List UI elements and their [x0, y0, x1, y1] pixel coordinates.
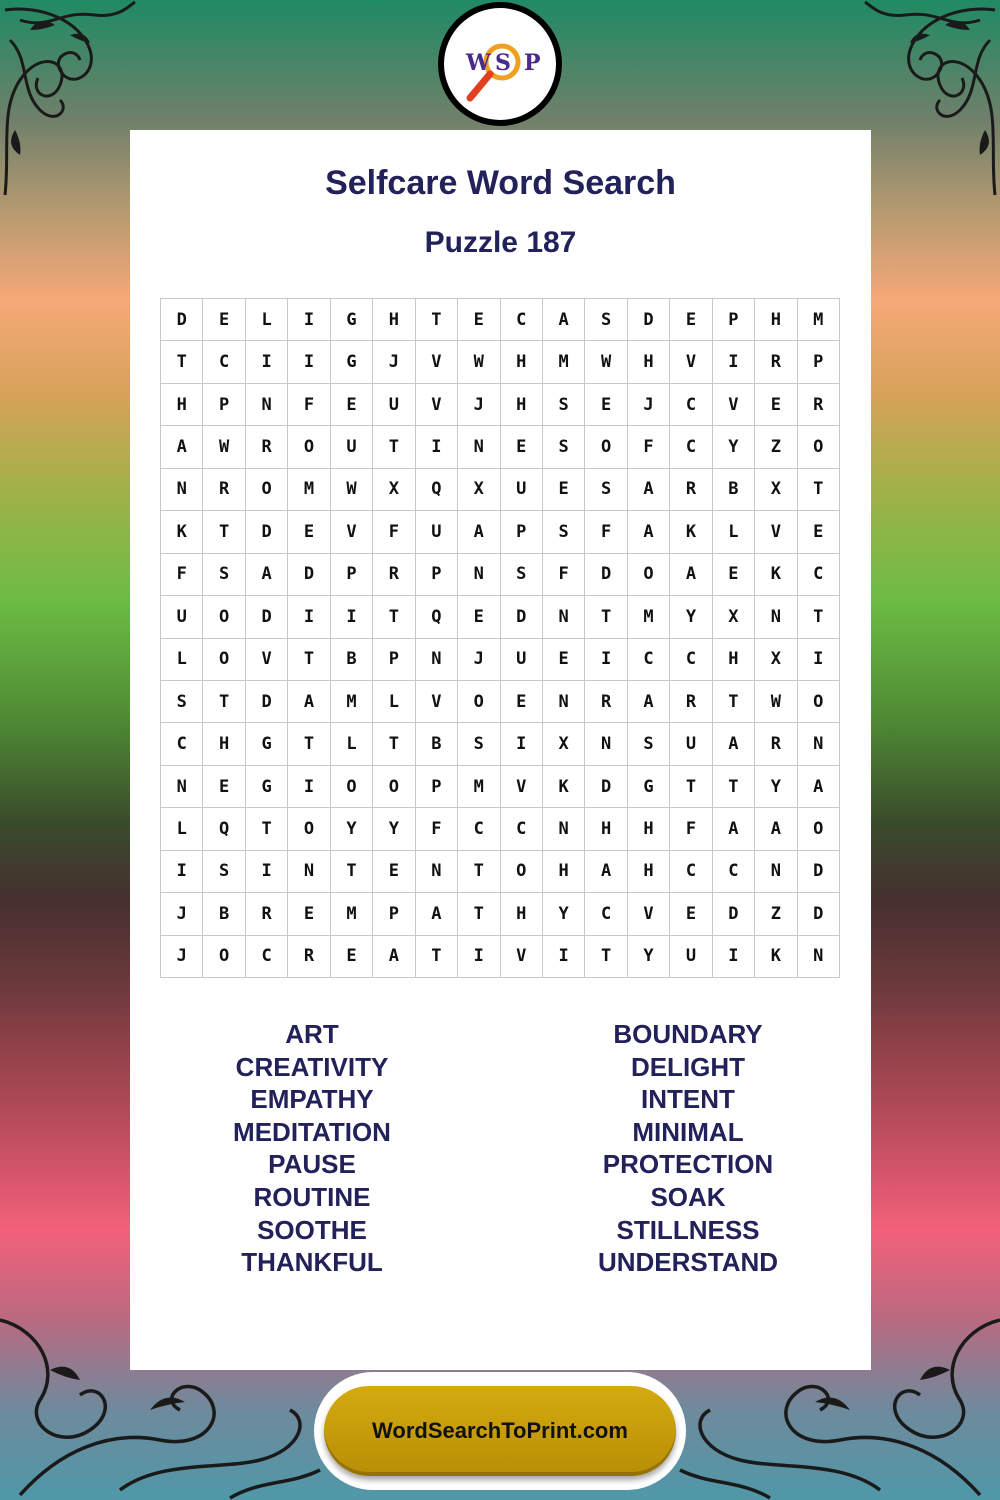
word-list-item: THANKFUL — [241, 1247, 383, 1278]
grid-cell: M — [628, 596, 670, 638]
grid-cell: H — [585, 808, 627, 850]
grid-cell: D — [585, 554, 627, 596]
grid-cell: A — [585, 851, 627, 893]
grid-cell: O — [458, 681, 500, 723]
grid-cell: P — [331, 554, 373, 596]
grid-cell: A — [628, 469, 670, 511]
grid-cell: N — [458, 426, 500, 468]
grid-cell: H — [501, 341, 543, 383]
grid-cell: C — [628, 639, 670, 681]
grid-cell: B — [416, 723, 458, 765]
grid-cell: H — [501, 893, 543, 935]
wsp-logo — [438, 2, 562, 126]
site-button[interactable] — [324, 1386, 676, 1476]
grid-cell: G — [628, 766, 670, 808]
grid-cell: M — [798, 299, 840, 341]
grid-cell: A — [628, 511, 670, 553]
grid-cell: O — [203, 936, 245, 978]
grid-cell: T — [585, 596, 627, 638]
grid-cell: O — [373, 766, 415, 808]
grid-cell: A — [628, 681, 670, 723]
grid-cell: M — [543, 341, 585, 383]
grid-cell: C — [203, 341, 245, 383]
word-list-item: MINIMAL — [632, 1116, 744, 1147]
grid-cell: X — [543, 723, 585, 765]
grid-cell: S — [628, 723, 670, 765]
grid-cell: T — [458, 893, 500, 935]
grid-cell: U — [373, 384, 415, 426]
site-badge — [314, 1372, 686, 1490]
grid-cell: C — [670, 851, 712, 893]
grid-cell: J — [458, 639, 500, 681]
corner-ornament-icon — [860, 0, 1000, 200]
logo-letter-w: W — [466, 50, 491, 76]
grid-cell: Y — [755, 766, 797, 808]
grid-cell: S — [543, 426, 585, 468]
grid-cell: C — [670, 384, 712, 426]
grid-cell: O — [246, 469, 288, 511]
grid-cell: J — [161, 893, 203, 935]
grid-cell: J — [161, 936, 203, 978]
grid-cell: V — [628, 893, 670, 935]
grid-cell: R — [798, 384, 840, 426]
grid-cell: C — [798, 554, 840, 596]
grid-cell: F — [543, 554, 585, 596]
grid-cell: V — [416, 384, 458, 426]
grid-cell: N — [798, 723, 840, 765]
grid-cell: A — [755, 808, 797, 850]
grid-cell: Q — [203, 808, 245, 850]
grid-cell: N — [543, 808, 585, 850]
grid-cell: C — [670, 639, 712, 681]
grid-cell: U — [670, 936, 712, 978]
grid-cell: O — [331, 766, 373, 808]
grid-cell: S — [161, 681, 203, 723]
grid-cell: E — [501, 426, 543, 468]
grid-cell: H — [628, 808, 670, 850]
word-list-item: SOAK — [650, 1181, 726, 1212]
grid-cell: I — [501, 723, 543, 765]
grid-cell: D — [246, 596, 288, 638]
grid-cell: Y — [331, 808, 373, 850]
grid-cell: D — [288, 554, 330, 596]
grid-cell: T — [246, 808, 288, 850]
grid-cell: W — [331, 469, 373, 511]
grid-cell: S — [543, 511, 585, 553]
grid-cell: V — [670, 341, 712, 383]
grid-cell: T — [416, 299, 458, 341]
grid-cell: J — [628, 384, 670, 426]
grid-cell: O — [628, 554, 670, 596]
grid-cell: H — [373, 299, 415, 341]
grid-cell: Y — [373, 808, 415, 850]
grid-cell: E — [755, 384, 797, 426]
word-list-item: EMPATHY — [250, 1084, 374, 1115]
grid-cell: V — [713, 384, 755, 426]
grid-cell: T — [288, 723, 330, 765]
puzzle-sheet — [130, 130, 871, 1370]
grid-cell: E — [288, 893, 330, 935]
grid-cell: D — [246, 511, 288, 553]
grid-cell: N — [458, 554, 500, 596]
grid-cell: N — [755, 851, 797, 893]
grid-cell: O — [798, 808, 840, 850]
grid-cell: R — [755, 723, 797, 765]
grid-cell: O — [798, 426, 840, 468]
grid-cell: F — [416, 808, 458, 850]
grid-cell: U — [670, 723, 712, 765]
grid-cell: V — [416, 341, 458, 383]
grid-cell: H — [161, 384, 203, 426]
grid-cell: M — [331, 893, 373, 935]
grid-cell: Y — [628, 936, 670, 978]
grid-cell: X — [713, 596, 755, 638]
word-list-item: ART — [285, 1019, 339, 1049]
word-list-item: UNDERSTAND — [597, 1247, 779, 1278]
grid-cell: X — [755, 639, 797, 681]
grid-cell: A — [161, 426, 203, 468]
grid-cell: N — [543, 596, 585, 638]
grid-cell: Q — [416, 596, 458, 638]
grid-cell: T — [373, 723, 415, 765]
grid-cell: X — [755, 469, 797, 511]
word-list-item: BOUNDARY — [613, 1019, 763, 1049]
grid-cell: F — [670, 808, 712, 850]
grid-cell: Z — [755, 426, 797, 468]
grid-cell: P — [798, 341, 840, 383]
grid-cell: S — [585, 469, 627, 511]
grid-cell: O — [288, 808, 330, 850]
grid-cell: U — [501, 469, 543, 511]
word-list-right — [538, 1018, 838, 1279]
grid-cell: T — [373, 426, 415, 468]
grid-cell: E — [670, 893, 712, 935]
grid-cell: W — [203, 426, 245, 468]
grid-cell: C — [670, 426, 712, 468]
grid-cell: T — [713, 766, 755, 808]
magnifier-logo-icon — [444, 8, 556, 120]
grid-cell: E — [331, 936, 373, 978]
grid-cell: A — [458, 511, 500, 553]
word-list-item: INTENT — [641, 1084, 735, 1115]
grid-cell: E — [713, 554, 755, 596]
grid-cell: K — [755, 554, 797, 596]
grid-cell: O — [501, 851, 543, 893]
puzzle-number: Puzzle 187 — [424, 226, 577, 259]
grid-cell: F — [585, 511, 627, 553]
grid-cell: I — [246, 341, 288, 383]
grid-cell: U — [416, 511, 458, 553]
grid-cell: H — [203, 723, 245, 765]
grid-cell: N — [416, 639, 458, 681]
word-list-item: CREATIVITY — [235, 1051, 389, 1082]
grid-cell: U — [331, 426, 373, 468]
grid-cell: N — [755, 596, 797, 638]
grid-cell: R — [585, 681, 627, 723]
word-list-item: STILLNESS — [616, 1214, 760, 1245]
grid-cell: W — [585, 341, 627, 383]
grid-cell: N — [543, 681, 585, 723]
grid-cell: R — [288, 936, 330, 978]
grid-cell: S — [458, 723, 500, 765]
grid-cell: E — [501, 681, 543, 723]
grid-cell: C — [585, 893, 627, 935]
grid-cell: T — [585, 936, 627, 978]
grid-cell: L — [373, 681, 415, 723]
grid-cell: R — [203, 469, 245, 511]
word-list-left — [162, 1018, 462, 1279]
grid-cell: H — [501, 384, 543, 426]
grid-cell: T — [288, 639, 330, 681]
grid-cell: Y — [713, 426, 755, 468]
grid-cell: P — [416, 554, 458, 596]
grid-cell: R — [670, 681, 712, 723]
word-list-item: DELIGHT — [630, 1051, 746, 1082]
site-url: WordSearchToPrint.com — [372, 1418, 628, 1443]
grid-cell: O — [288, 426, 330, 468]
grid-cell: T — [458, 851, 500, 893]
grid-cell: H — [713, 639, 755, 681]
grid-cell: T — [161, 341, 203, 383]
grid-cell: D — [161, 299, 203, 341]
grid-cell: M — [288, 469, 330, 511]
grid-cell: T — [373, 596, 415, 638]
grid-cell: Z — [755, 893, 797, 935]
grid-cell: B — [331, 639, 373, 681]
grid-cell: R — [246, 893, 288, 935]
grid-cell: E — [331, 384, 373, 426]
grid-cell: F — [628, 426, 670, 468]
grid-cell: I — [585, 639, 627, 681]
grid-cell: U — [161, 596, 203, 638]
grid-cell: I — [713, 341, 755, 383]
grid-cell: R — [373, 554, 415, 596]
word-list-item: ROUTINE — [253, 1181, 371, 1212]
grid-cell: L — [246, 299, 288, 341]
grid-cell: M — [458, 766, 500, 808]
grid-cell: V — [331, 511, 373, 553]
grid-cell: D — [798, 893, 840, 935]
grid-cell: P — [713, 299, 755, 341]
grid-cell: C — [246, 936, 288, 978]
grid-cell: A — [798, 766, 840, 808]
grid-cell: R — [755, 341, 797, 383]
grid-cell: W — [458, 341, 500, 383]
grid-cell: T — [331, 851, 373, 893]
grid-cell: G — [246, 723, 288, 765]
grid-cell: E — [543, 639, 585, 681]
grid-cell: P — [373, 639, 415, 681]
grid-cell: E — [288, 511, 330, 553]
grid-cell: E — [543, 469, 585, 511]
grid-cell: G — [246, 766, 288, 808]
grid-cell: V — [246, 639, 288, 681]
word-list-item: MEDITATION — [233, 1116, 391, 1147]
grid-cell: K — [543, 766, 585, 808]
grid-cell: I — [288, 299, 330, 341]
grid-cell: K — [755, 936, 797, 978]
grid-cell: B — [203, 893, 245, 935]
grid-cell: H — [755, 299, 797, 341]
grid-cell: A — [670, 554, 712, 596]
grid-cell: I — [416, 426, 458, 468]
grid-cell: W — [755, 681, 797, 723]
grid-cell: O — [585, 426, 627, 468]
grid-cell: Y — [670, 596, 712, 638]
grid-cell: I — [288, 766, 330, 808]
grid-cell: X — [373, 469, 415, 511]
grid-cell: L — [713, 511, 755, 553]
grid-cell: I — [713, 936, 755, 978]
grid-cell: I — [288, 596, 330, 638]
grid-cell: M — [331, 681, 373, 723]
grid-cell: I — [331, 596, 373, 638]
grid-cell: I — [246, 851, 288, 893]
grid-cell: D — [585, 766, 627, 808]
logo-letter-p: P — [524, 50, 541, 76]
grid-cell: D — [628, 299, 670, 341]
word-list-item: PAUSE — [268, 1149, 356, 1180]
grid-cell: T — [203, 511, 245, 553]
grid-cell: A — [543, 299, 585, 341]
grid-cell: L — [161, 639, 203, 681]
grid-cell: J — [458, 384, 500, 426]
grid-cell: E — [670, 299, 712, 341]
grid-cell: D — [501, 596, 543, 638]
corner-ornament-icon — [0, 0, 140, 200]
grid-cell: F — [161, 554, 203, 596]
grid-cell: V — [501, 766, 543, 808]
grid-cell: E — [798, 511, 840, 553]
grid-cell: V — [416, 681, 458, 723]
grid-cell: G — [331, 341, 373, 383]
grid-cell: C — [458, 808, 500, 850]
grid-cell: R — [670, 469, 712, 511]
grid-cell: H — [628, 851, 670, 893]
grid-cell: E — [458, 299, 500, 341]
grid-cell: D — [798, 851, 840, 893]
grid-cell: P — [501, 511, 543, 553]
grid-cell: B — [713, 469, 755, 511]
word-list-item: PROTECTION — [602, 1149, 774, 1180]
grid-cell: O — [203, 596, 245, 638]
grid-cell: O — [203, 639, 245, 681]
grid-cell: K — [670, 511, 712, 553]
grid-cell: E — [373, 851, 415, 893]
grid-cell: I — [543, 936, 585, 978]
grid-cell: N — [798, 936, 840, 978]
grid-cell: C — [501, 299, 543, 341]
grid-cell: H — [543, 851, 585, 893]
grid-cell: J — [373, 341, 415, 383]
grid-cell: E — [203, 766, 245, 808]
grid-cell: P — [373, 893, 415, 935]
grid-cell: H — [628, 341, 670, 383]
grid-cell: P — [203, 384, 245, 426]
grid-cell: A — [246, 554, 288, 596]
grid-cell: T — [798, 469, 840, 511]
page-title: Selfcare Word Search — [325, 164, 676, 202]
grid-cell: E — [585, 384, 627, 426]
grid-cell: T — [203, 681, 245, 723]
grid-cell: P — [416, 766, 458, 808]
grid-cell: Q — [416, 469, 458, 511]
grid-cell: C — [161, 723, 203, 765]
grid-cell: S — [203, 554, 245, 596]
grid-cell: C — [501, 808, 543, 850]
grid-cell: F — [373, 511, 415, 553]
grid-cell: G — [331, 299, 373, 341]
grid-cell: U — [501, 639, 543, 681]
grid-cell: E — [458, 596, 500, 638]
grid-cell: L — [331, 723, 373, 765]
grid-cell: A — [713, 723, 755, 765]
grid-cell: N — [161, 766, 203, 808]
grid-cell: S — [203, 851, 245, 893]
grid-cell: V — [755, 511, 797, 553]
grid-cell: K — [161, 511, 203, 553]
grid-cell: L — [161, 808, 203, 850]
grid-cell: X — [458, 469, 500, 511]
grid-cell: S — [543, 384, 585, 426]
word-list-item: SOOTHE — [257, 1214, 367, 1245]
grid-cell: N — [585, 723, 627, 765]
grid-cell: I — [161, 851, 203, 893]
grid-cell: T — [798, 596, 840, 638]
grid-cell: V — [501, 936, 543, 978]
grid-cell: A — [288, 681, 330, 723]
grid-cell: I — [798, 639, 840, 681]
grid-cell: C — [713, 851, 755, 893]
grid-cell: N — [416, 851, 458, 893]
grid-cell: N — [246, 384, 288, 426]
grid-cell: S — [501, 554, 543, 596]
grid-cell: N — [161, 469, 203, 511]
grid-cell: Y — [543, 893, 585, 935]
grid-cell: N — [288, 851, 330, 893]
grid-cell: A — [373, 936, 415, 978]
grid-cell: D — [246, 681, 288, 723]
grid-cell: I — [458, 936, 500, 978]
grid-cell: T — [713, 681, 755, 723]
grid-cell: A — [713, 808, 755, 850]
grid-cell: E — [203, 299, 245, 341]
grid-cell: I — [288, 341, 330, 383]
grid-cell: T — [670, 766, 712, 808]
grid-cell: A — [416, 893, 458, 935]
letter-grid — [160, 298, 840, 978]
grid-cell: D — [713, 893, 755, 935]
grid-cell: O — [798, 681, 840, 723]
grid-cell: S — [585, 299, 627, 341]
grid-cell: T — [416, 936, 458, 978]
grid-cell: F — [288, 384, 330, 426]
logo-letter-s: S — [495, 50, 511, 76]
grid-cell: R — [246, 426, 288, 468]
